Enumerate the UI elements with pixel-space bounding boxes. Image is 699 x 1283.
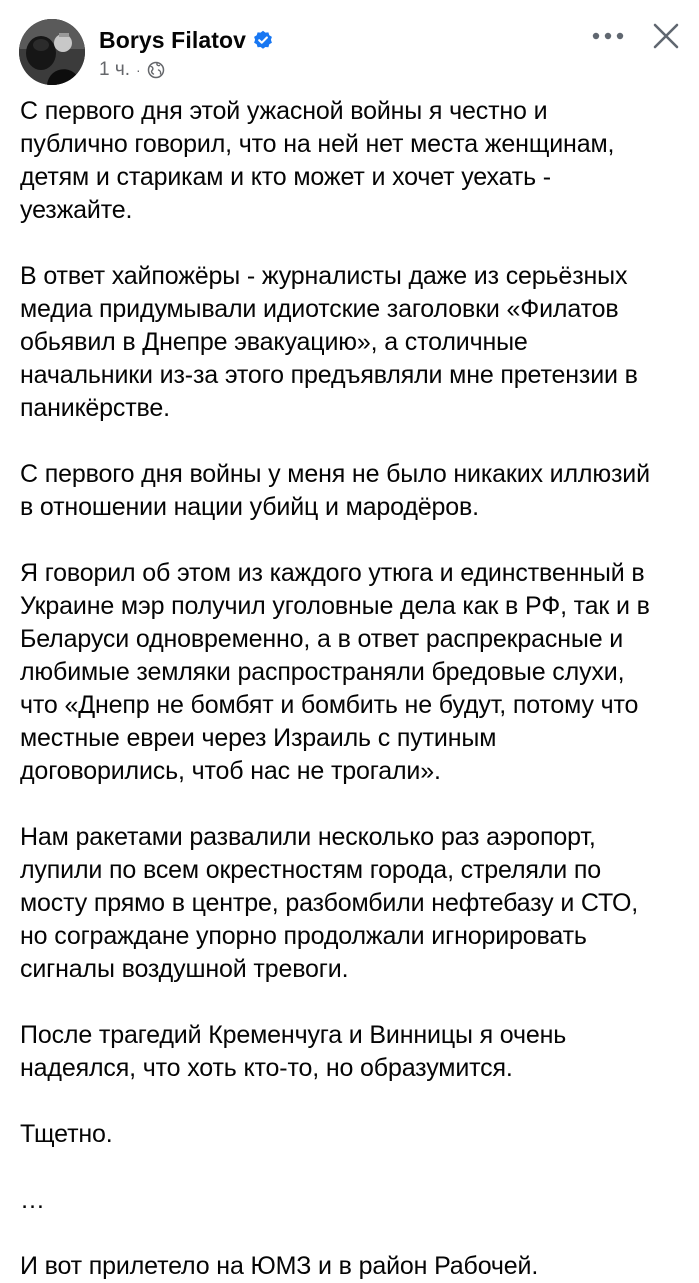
- post-time[interactable]: 1 ч.: [99, 59, 131, 80]
- close-button[interactable]: [648, 18, 684, 54]
- close-icon: [652, 22, 680, 50]
- post-text: [20, 95, 685, 1283]
- post-meta: [99, 58, 273, 82]
- post-paragraph-1: С первого дня этой ужасной войны я честно и публично говорил, что на ней нет места женщинам, детям и старикам и кто может и хочет уехать - уезжайте.: [20, 97, 615, 224]
- more-options-button[interactable]: [588, 22, 628, 50]
- avatar-photo: [19, 19, 85, 85]
- avatar[interactable]: [19, 19, 85, 85]
- more-options-icon: [592, 32, 624, 40]
- author-name[interactable]: Borys Filatov: [99, 26, 247, 53]
- post-paragraph-7: Тщетно.: [20, 1120, 113, 1148]
- verified-badge-icon: [253, 30, 273, 50]
- post-paragraph-4: Я говорил об этом из каждого утюга и единственный в Украине мэр получил уголовные дела как в РФ, так и в Беларуси одновременно, а в ответ распрекрасные и любимые земляки распространяли бредовые слухи, что «Днепр не бомбят и бомбить не будут, потому что местные евреи через Израиль с путиным договорились, чтоб нас не трогали».: [20, 559, 650, 785]
- post-paragraph-9: И вот прилетело на ЮМЗ и в район Рабочей.: [20, 1252, 539, 1280]
- post-paragraph-5: Нам ракетами развалили несколько раз аэропорт, лупили по всем окрестностям города, стреляли по мосту прямо в центре, разбомбили нефтебазу и СТО, но сограждане упорно продолжали игнорировать сигналы воздушной тревоги.: [20, 823, 639, 983]
- post-paragraph-8: …: [20, 1186, 45, 1214]
- post-paragraph-2: В ответ хайпожёры - журналисты даже из серьёзных медиа придумывали идиотские заголовки «Филатов обьявил в Днепре эвакуацию», а столичные начальники из-за этого предъявляли мне претензии в паникёрстве.: [20, 262, 638, 422]
- globe-icon: [147, 61, 165, 79]
- author-row: [99, 26, 273, 54]
- author-block: [99, 26, 273, 82]
- post-paragraph-3: С первого дня войны у меня не было никаких иллюзий в отношении нации убийц и мародёров.: [20, 460, 650, 521]
- post-header: [0, 0, 699, 92]
- meta-separator: ·: [136, 62, 141, 78]
- post-paragraph-6: После трагедий Кременчуга и Винницы я очень надеялся, что хоть кто-то, но образумится.: [20, 1021, 567, 1082]
